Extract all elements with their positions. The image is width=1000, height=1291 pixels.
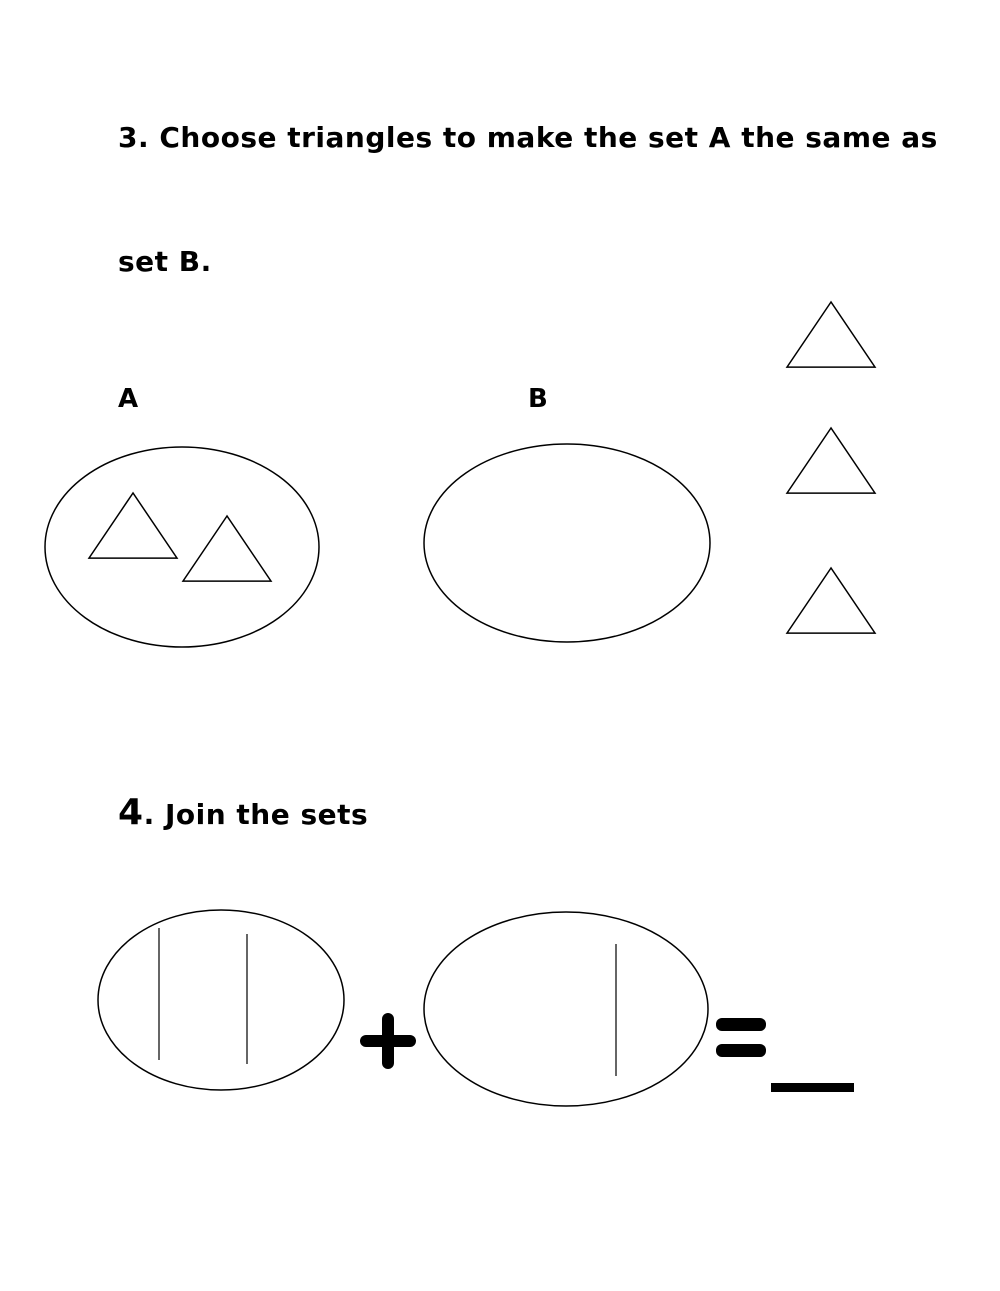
- set-a-ellipse: [45, 447, 319, 647]
- join-right-ellipse: [424, 912, 708, 1106]
- question-4-number: 4: [118, 792, 144, 833]
- equals-sign: [716, 1018, 766, 1057]
- question-4-text: . Join the sets: [143, 798, 369, 831]
- set-b-label: B: [528, 384, 548, 414]
- equals-bottom-bar: [716, 1044, 766, 1057]
- plus-vertical-bar: [382, 1013, 394, 1069]
- set-a-label: A: [118, 384, 139, 414]
- question-3-text: 3. Choose triangles to make the set A the same as: [118, 121, 938, 154]
- question-3-text-continued: set B.: [118, 245, 212, 278]
- draggable-triangle-icon[interactable]: [787, 302, 875, 367]
- triangle-icon: [89, 493, 177, 558]
- equals-top-bar: [716, 1018, 766, 1031]
- plus-sign: [360, 1013, 416, 1069]
- draggable-triangle-icon[interactable]: [787, 568, 875, 633]
- triangle-icon: [183, 516, 271, 581]
- join-left-ellipse: [98, 910, 344, 1090]
- triangle-choices: [787, 302, 875, 633]
- set-b-drop-zone[interactable]: [424, 444, 710, 642]
- answer-line[interactable]: [771, 1083, 854, 1092]
- join-left-sticks: [159, 928, 247, 1064]
- draggable-triangle-icon[interactable]: [787, 428, 875, 493]
- set-a-triangles: [89, 493, 271, 581]
